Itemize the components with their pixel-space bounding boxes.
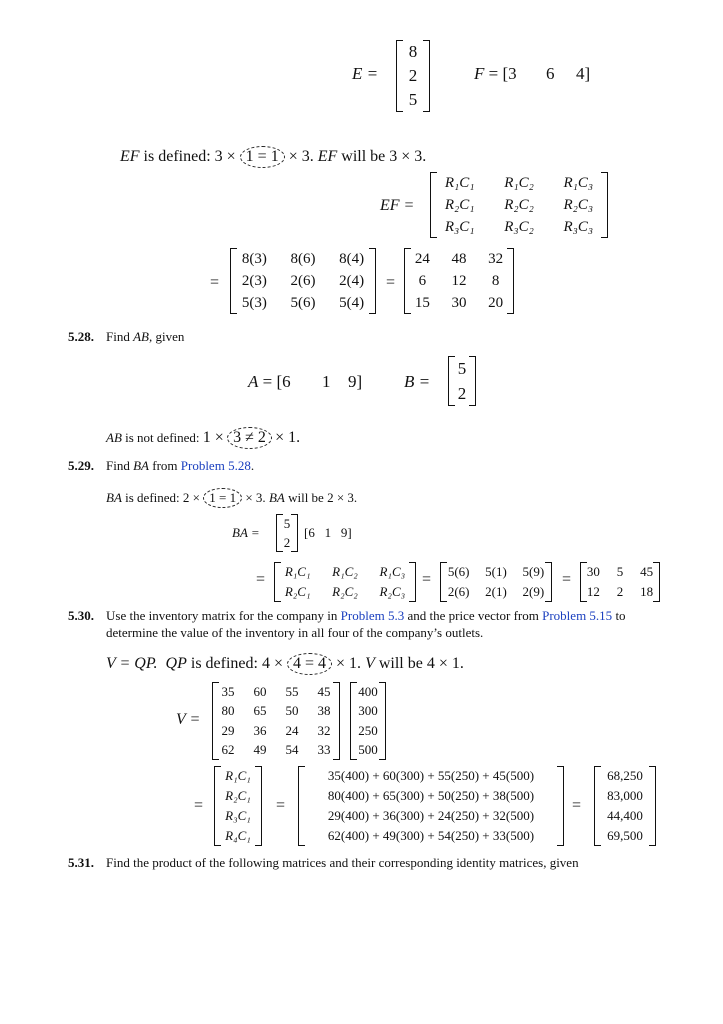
matrix-cell: 44,400 (607, 808, 643, 823)
ba-rc-matrix (274, 562, 416, 602)
matrix-cell: 29(400) + 36(300) + 24(250) + 32(500) (327, 808, 535, 823)
matrix-cell: 5(3) (241, 294, 267, 311)
ba-col-vector (276, 514, 298, 552)
q-matrix (212, 682, 340, 760)
matrix-cell: 60 (253, 683, 267, 699)
matrix-cell: 38 (317, 703, 331, 719)
matrix-cell: 5(1) (485, 564, 507, 579)
matrix-cell: 2(4) (339, 272, 365, 289)
dimension-circle: 1 = 1 (203, 488, 242, 508)
problem-text: Find the product of the following matrices and their corresponding identity matrices, given (106, 855, 579, 870)
f-val-4: 4] (576, 64, 591, 83)
v-eq2: = (276, 797, 286, 814)
matrix-cell: 48 (451, 250, 467, 267)
b-matrix (448, 356, 476, 406)
matrix-cell: R₃C₁ (444, 218, 475, 235)
matrix-cell: R₁C₁ (444, 174, 475, 191)
ef-lhs: EF = (380, 197, 415, 214)
matrix-cell: 6 (418, 272, 427, 289)
problem-number: 5.29. (68, 458, 94, 473)
b-label: B = (404, 372, 431, 391)
matrix-cell: 5 (457, 358, 467, 378)
matrix-cell: 65 (253, 703, 267, 719)
matrix-cell: 24 (285, 722, 299, 738)
matrix-cell: 300 (358, 703, 378, 719)
problem-number: 5.30. (68, 608, 94, 623)
matrix-cell: 35(400) + 60(300) + 55(250) + 45(500) (327, 768, 535, 783)
matrix-cell: 80(400) + 65(300) + 50(250) + 38(500) (327, 788, 535, 803)
matrix-cell: 8(4) (339, 250, 365, 267)
ef-eq2: = (386, 274, 396, 291)
matrix-cell: R₁C₃ (563, 174, 594, 191)
matrix-cell: R₂C₃ (563, 196, 594, 213)
matrix-cell: 5 (616, 564, 624, 579)
ef-prod-matrix (230, 248, 376, 314)
ef-result-matrix (404, 248, 514, 314)
v-eq3: = (572, 797, 582, 814)
matrix-cell: 33 (317, 742, 331, 758)
matrix-cell: 54 (285, 742, 299, 758)
matrix-cell: R₁C₁ (284, 564, 311, 579)
a-val-1: 1 (322, 372, 331, 391)
matrix-cell: 2(9) (522, 584, 545, 599)
matrix-cell: 2(6) (290, 272, 316, 289)
matrix-cell: R₁C₂ (332, 564, 358, 579)
ba-result-matrix (580, 562, 660, 602)
matrix-cell: R₁C₃ (379, 564, 406, 579)
matrix-cell: 2 (457, 383, 467, 403)
matrix-cell: 45 (640, 564, 654, 579)
matrix-cell: R₁C₂ (504, 174, 534, 191)
a-label: A = [6 (248, 372, 291, 391)
result-vector (594, 766, 656, 846)
ba-prod-matrix (440, 562, 552, 602)
matrix-cell: 2(3) (241, 272, 267, 289)
matrix-cell: 5 (283, 515, 291, 531)
f-label: F = [3 (474, 64, 517, 83)
problem-link[interactable]: Problem 5.15 (542, 608, 613, 623)
matrix-cell: 5(9) (522, 564, 545, 579)
matrix-cell: R₂C₂ (504, 196, 534, 213)
matrix-cell: 2(1) (485, 584, 507, 599)
v-defined-line: V = QP. QP is defined: 4 × 4 = 4 × 1. V will be 4 × 1. (106, 653, 464, 675)
matrix-cell: 5 (408, 90, 418, 109)
matrix-cell: 2 (283, 534, 291, 550)
problem-number: 5.28. (68, 329, 94, 344)
matrix-cell: 8 (408, 42, 418, 61)
matrix-cell: 49 (253, 742, 267, 758)
ba-eq1: = (256, 571, 266, 588)
matrix-cell: 80 (221, 703, 235, 719)
e-matrix (396, 40, 430, 112)
dimension-circle: 4 = 4 (287, 653, 332, 675)
matrix-cell: 24 (414, 250, 430, 267)
ba-eq2: = (422, 571, 432, 588)
matrix-cell: 18 (640, 584, 654, 599)
problem-text: Find BA from Problem 5.28. (106, 458, 255, 473)
matrix-cell: 2 (408, 66, 418, 85)
matrix-cell: 2(6) (447, 584, 470, 599)
ef-defined-line: EF is defined: 3 × 1 = 1 × 3. EF will be 3 × 3. (120, 146, 426, 168)
matrix-cell: 83,000 (607, 788, 643, 803)
matrix-cell: 36 (253, 722, 267, 738)
ba-lhs: BA = (232, 525, 260, 540)
matrix-cell: R₂C₁ (284, 584, 311, 599)
matrix-cell: 55 (285, 683, 299, 699)
matrix-cell: 35 (221, 683, 235, 699)
matrix-cell: 5(4) (339, 294, 365, 311)
matrix-cell: R₁C₁ (225, 768, 251, 783)
rc-vector (214, 766, 262, 846)
matrix-cell: 30 (451, 294, 467, 311)
f-val-6: 6 (546, 64, 555, 83)
expand-vector (298, 766, 564, 846)
ab-not-defined-line: AB is not defined: 1 × 3 ≠ 2 × 1. (106, 427, 300, 449)
ef-rc-matrix (430, 172, 608, 238)
ba-defined-line: BA is defined: 2 × 1 = 1 × 3. BA will be 2 × 3. (106, 488, 357, 508)
v-eq1: = (194, 797, 204, 814)
matrix-cell: 45 (317, 683, 331, 699)
ef-eq1: = (210, 274, 220, 291)
matrix-cell: 400 (358, 683, 378, 699)
problem-link[interactable]: Problem 5.3 (340, 608, 405, 623)
matrix-cell: R₂C₁ (225, 788, 251, 803)
matrix-cell: R₃C₂ (504, 218, 534, 235)
matrix-cell: R₂C₂ (332, 584, 358, 599)
e-label: E = (352, 64, 379, 83)
matrix-cell: 15 (414, 294, 430, 311)
matrix-cell: R₄C₁ (225, 828, 251, 843)
ba-eq3: = (562, 571, 572, 588)
matrix-cell: 62 (221, 742, 235, 758)
matrix-cell: R₃C₃ (563, 218, 594, 235)
matrix-cell: R₂C₃ (379, 584, 406, 599)
matrix-cell: 30 (586, 564, 600, 579)
problem-text: Find AB, given (106, 329, 185, 344)
matrix-cell: 32 (488, 250, 504, 267)
matrix-cell: 5(6) (447, 564, 470, 579)
matrix-cell: 20 (488, 294, 504, 311)
problem-link[interactable]: Problem 5.28 (180, 458, 251, 473)
matrix-cell: 8(3) (241, 250, 267, 267)
v-lhs: V = (176, 711, 201, 728)
matrix-cell: 250 (358, 722, 378, 738)
matrix-cell: 12 (586, 584, 600, 599)
matrix-cell: R₃C₁ (225, 808, 251, 823)
matrix-cell: 5(6) (290, 294, 316, 311)
matrix-cell: R₂C₁ (444, 196, 475, 213)
problem-text-line2: determine the value of the inventory in all four of the company’s outlets. (106, 625, 484, 640)
dimension-circle: 3 ≠ 2 (227, 427, 272, 449)
matrix-cell: 2 (616, 584, 624, 599)
problem-text: Use the inventory matrix for the company in Problem 5.3 and the price vector from Problem 5.15 to (106, 608, 626, 623)
matrix-cell: 69,500 (607, 828, 643, 843)
matrix-cell: 68,250 (607, 768, 643, 783)
matrix-cell: 12 (451, 272, 467, 289)
matrix-cell: 32 (317, 722, 331, 738)
ba-row-vector: [6 1 9] (304, 525, 352, 540)
matrix-cell: 62(400) + 49(300) + 54(250) + 33(500) (327, 828, 535, 843)
matrix-cell: 50 (285, 703, 299, 719)
problem-number: 5.31. (68, 855, 94, 870)
p-vector (350, 682, 386, 760)
a-val-9: 9] (348, 372, 363, 391)
matrix-cell: 500 (358, 742, 378, 758)
matrix-cell: 8 (491, 272, 500, 289)
dimension-circle: 1 = 1 (240, 146, 285, 168)
matrix-cell: 8(6) (290, 250, 316, 267)
matrix-cell: 29 (221, 722, 235, 738)
